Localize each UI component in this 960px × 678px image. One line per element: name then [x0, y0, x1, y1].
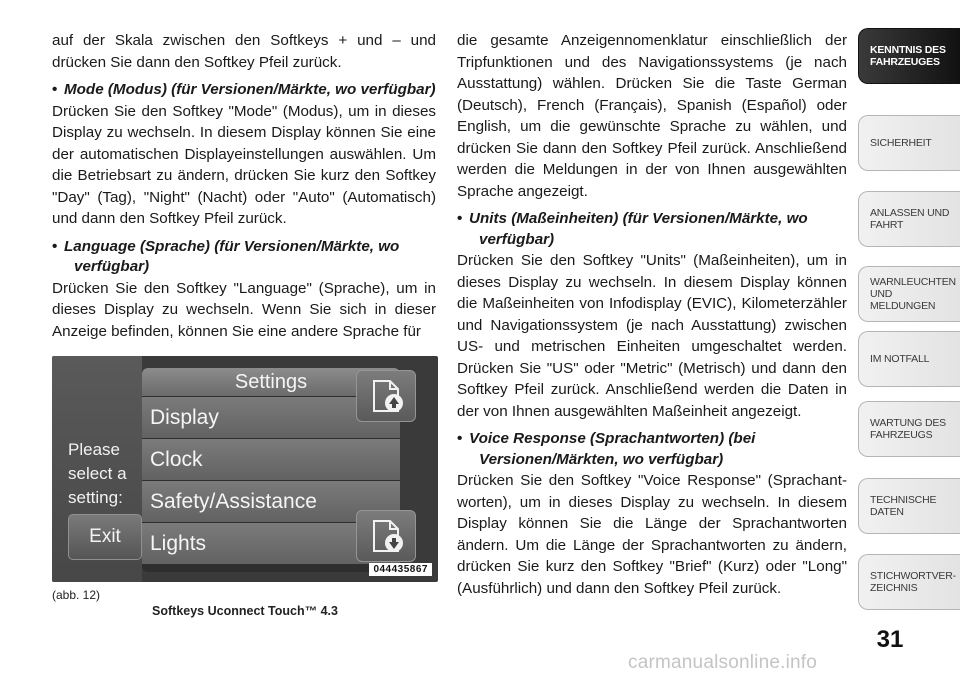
tab-wartung-des-fahrzeugs[interactable]: WARTUNG DES FAHRZEUGS: [858, 401, 960, 457]
tab-kenntnis-des-fahrzeuges[interactable]: KENNTNIS DES FAHRZEUGES: [858, 28, 960, 84]
bullet-heading-mode: • Mode (Modus) (für Versionen/Märkte, wo verfügbar): [52, 81, 436, 98]
page-up-icon: [366, 377, 406, 415]
bullet-heading-text: Language (Sprache) (für Versionen/Märkte, wo verfügbar): [64, 237, 400, 275]
figure-code: 044435867: [369, 563, 432, 576]
exit-button[interactable]: Exit: [68, 514, 142, 560]
left-text-column: [52, 30, 436, 342]
paragraph: auf der Skala zwischen den Softkeys + und – und drücken Sie dann den Softkey Pfeil zurück.: [52, 32, 436, 71]
watermark-text: carmanualsonline.info: [628, 652, 818, 673]
figure-caption: Softkeys Uconnect Touch™ 4.3: [152, 604, 338, 618]
paragraph: Drücken Sie den Softkey "Voice Response" (Sprachantworten), um in dieses Display zu wechseln. In diesem Display können Sie die Länge der Sprachantworten ändern. Um die Länge der Sprachantworten zu ändern, drücken Sie kurz den Softkey "Brief" (Kurz) oder "Long" (Ausführlich) und dann den Softkey Pfeil zurück.: [457, 472, 847, 597]
paragraph: die gesamte Anzeigennomenklatur einschließlich der Tripfunktionen und des Navigationssystems (je nach Ausstattung) wählen. Drücken Sie die Taste German (Deutsch), French (Français), Spanish (Español) oder English, um die gewünschte Sprache zu wählen, und drücken Sie dann den Softkey Pfeil zurück. Anschließend werden die Meldungen in der von Ihnen ausgewählten Sprache angezeigt.: [457, 32, 847, 200]
bullet-heading-language: • Language (Sprache) (für Versionen/Märkte, wo verfügbar): [52, 237, 400, 275]
tab-anlassen-und-fahrt[interactable]: ANLASSEN UND FAHRT: [858, 191, 960, 247]
settings-screen-figure: [52, 356, 438, 582]
tab-warnleuchten-und-meldungen[interactable]: WARNLEUCHTEN UND MELDUNGEN: [858, 266, 960, 322]
bullet-heading-text: Voice Response (Sprachantworten) (bei Versionen/Märkten, wo verfügbar): [469, 430, 756, 468]
menu-item-safety-assistance[interactable]: Safety/Assistance: [142, 481, 400, 522]
page-up-button[interactable]: [356, 370, 416, 422]
bullet-heading-text: Units (Maßeinheiten) (für Versionen/Märkte, wo verfügbar): [469, 210, 808, 248]
menu-item-clock[interactable]: Clock: [142, 439, 400, 480]
menu-item-lights[interactable]: Lights: [142, 523, 400, 564]
page-number: 31: [876, 626, 904, 653]
bullet-heading-units: • Units (Maßeinheiten) (für Versionen/Märkte, wo verfügbar): [457, 210, 808, 248]
tab-stichwortverzeichnis[interactable]: STICHWORTVER-ZEICHNIS: [858, 554, 960, 610]
right-text-column: [457, 30, 847, 599]
tab-sicherheit[interactable]: SICHERHEIT: [858, 115, 960, 171]
bullet-heading-voice-response: • Voice Response (Sprachantworten) (bei Versionen/Märkten, wo verfügbar): [457, 430, 756, 468]
paragraph: Drücken Sie den Softkey "Language" (Sprache), um in dieses Display zu wechseln. Wenn Sie sich in dieser Anzeige befinden, können Sie eine andere Sprache für: [52, 279, 436, 340]
paragraph: Drücken Sie den Softkey "Mode" (Modus), um in dieses Display zu wechseln. In diesem Display können Sie eine der automatischen Displayeinstellungen auswählen. Um die Betriebsart zu ändern, drücken Sie kurz den Softkey "Day" (Tag), "Night" (Nacht) oder "Auto" (Automatisch) und dann den Softkey Pfeil zurück.: [52, 102, 436, 227]
page-down-icon: [366, 517, 406, 555]
bullet-heading-text: Mode (Modus) (für Versionen/Märkte, wo verfügbar): [64, 81, 436, 98]
settings-prompt: Please select a setting:: [68, 440, 127, 507]
chapter-tabs: [858, 28, 960, 628]
tab-technische-daten[interactable]: TECHNISCHE DATEN: [858, 478, 960, 534]
paragraph: Drücken Sie den Softkey "Units" (Maßeinheiten), um in dieses Display zu wechseln. In diesem Display können die Maßeinheiten von Infodisplay (EVIC), Kilometerzähler und Navigationssystem (je nach Ausstattung) zwischen US- und metrischen Einheiten umgeschaltet werden. Drücken Sie "US" oder "Metric" (Metrisch) und dann den Softkey Pfeil zurück. Anschließend werden die Daten in der von Ihnen ausgewählten Maßeinheit angezeigt.: [457, 252, 847, 420]
figure-label: (abb. 12): [52, 588, 101, 602]
menu-item-display[interactable]: Display: [142, 397, 400, 438]
settings-title: Settings: [142, 368, 400, 396]
tab-im-notfall[interactable]: IM NOTFALL: [858, 331, 960, 387]
page-down-button[interactable]: [356, 510, 416, 562]
